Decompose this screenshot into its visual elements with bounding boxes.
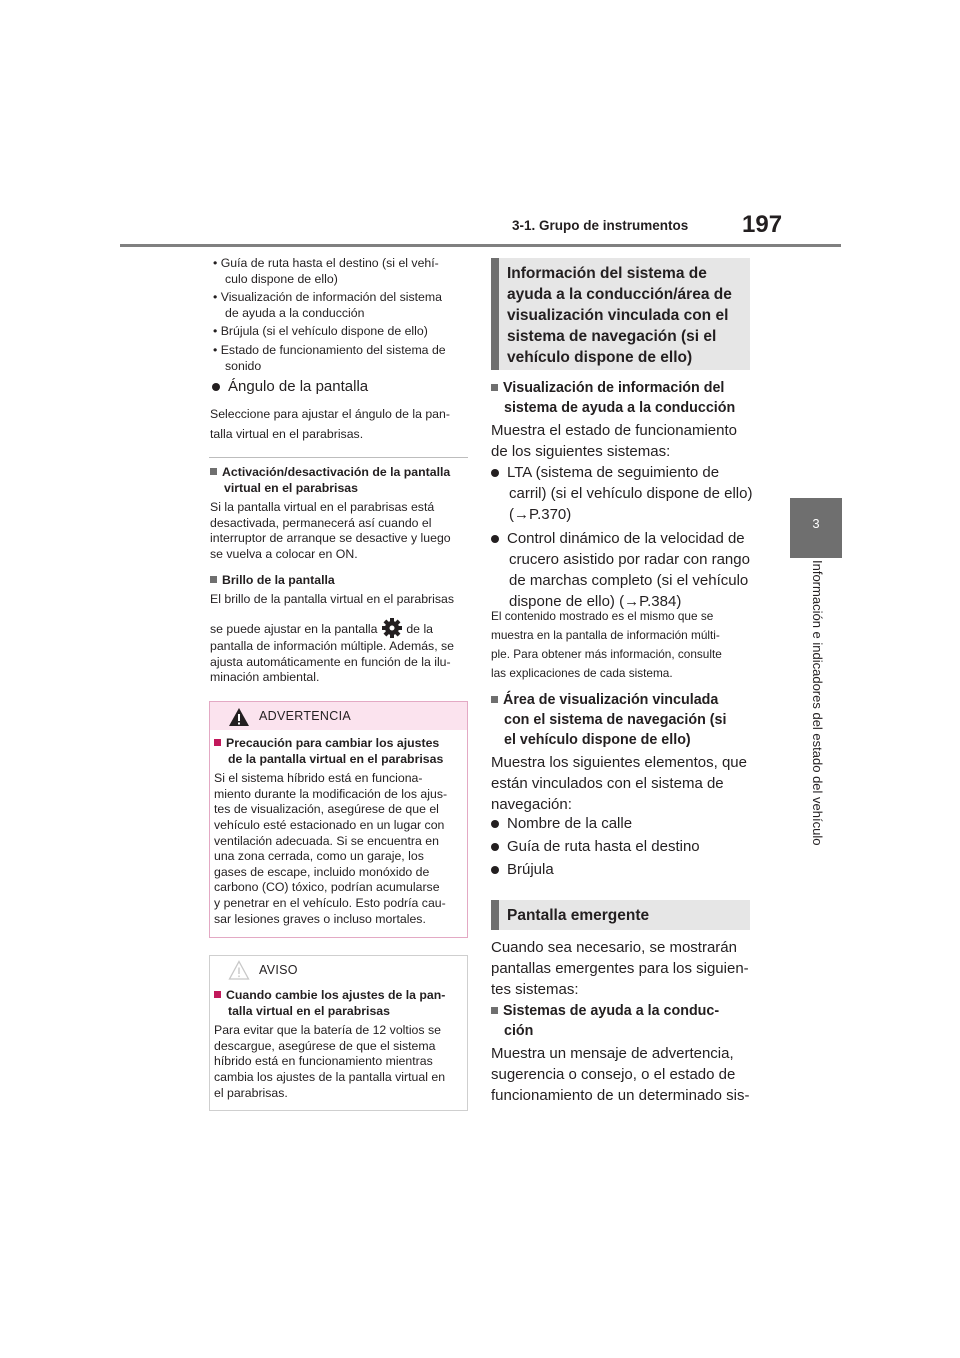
gear-icon: [381, 617, 403, 639]
bullet-dot-icon: [491, 820, 499, 828]
list-item: • Brújula (si el vehículo dispone de ello): [213, 324, 428, 339]
navigation-area-text: Muestra los siguientes elementos, que están vinculados con el sistema de navegación:: [491, 754, 747, 813]
list-item: Guía de ruta hasta el destino: [491, 836, 753, 857]
angle-heading: Ángulo de la pantalla: [212, 378, 368, 395]
notice-content: Cuando cambie los ajustes de la pan- talla virtual en el parabrisas Para evitar que la batería de 12 voltios se descargue, asegúrese de que el sistema híbrido está en funcionamiento mientras cambia los ajustes de la pantalla virtual en el parabrisas.: [214, 988, 446, 1100]
list-item: • Visualización de información del sistema de ayuda a la conducción: [213, 290, 442, 320]
assist-info-note: El contenido mostrado es el mismo que se muestra en la pantalla de información múlti- ple. Para obtener más información, consulte las explicaciones de cada sistema.: [491, 609, 722, 680]
angle-text: Seleccione para ajustar el ángulo de la pan- talla virtual en el parabrisas.: [210, 407, 450, 441]
bullet-dot-icon: [491, 535, 499, 543]
square-bullet-icon: [491, 384, 498, 391]
sub-heading-navigation-area: Área de visualización vinculada con el sistema de navegación (si el vehículo dispone de ello): [491, 690, 753, 750]
warning-title: ADVERTENCIA: [259, 709, 351, 723]
brightness-section: Brillo de la pantalla El brillo de la pantalla virtual en el parabrisas se puede ajustar en la pantalla de la pantalla de información múltiple. Además, se ajusta automáticamente en función de la ilu- minación ambiental.: [210, 573, 455, 685]
square-bullet-icon: [214, 739, 221, 746]
caution-triangle-icon: [228, 960, 250, 980]
sub-heading-assist-info: Visualización de información del sistema de ayuda a la conducción: [491, 378, 753, 418]
assist-systems-list: LTA (sistema de seguimiento de carril) (si el vehículo dispone de ello) (→P.370) Control dinámico de la velocidad de crucero asistido por radar con rango de marchas completo (si el vehículo dispone de ello) (→P.384): [491, 462, 753, 612]
assist-systems-text: Muestra un mensaje de advertencia, sugerencia o consejo, o el estado de funcionamiento de un determinado sis-: [491, 1045, 750, 1104]
warning-content: Precaución para cambiar los ajustes de la pantalla virtual en el parabrisas Si el sistema híbrido está en funciona- miento durante la modificación de los ajus- tes de visualización, asegúrese de que el vehículo esté estacionado en un lugar con ventilación adecuada. Si se encuentra en una zona cerrada, como un garaje, los gases de escape, incluido monóxido de carbono (CO) tóxico, podrían acumularse y penetrar en el vehículo. Esto podría cau- sar lesiones graves o incluso mortales.: [214, 736, 448, 926]
square-bullet-icon: [214, 991, 221, 998]
warning-triangle-icon: [228, 707, 250, 727]
warning-box: [209, 701, 468, 938]
feature-list: [213, 256, 471, 374]
notice-title: AVISO: [259, 963, 298, 977]
list-item: Brújula: [491, 859, 753, 880]
list-item: • Estado de funcionamiento del sistema de sonido: [213, 342, 446, 373]
list-item: Nombre de la calle: [491, 813, 753, 834]
section-heading-popup: Pantalla emergente: [491, 900, 750, 930]
bullet-dot-icon: [491, 866, 499, 874]
bullet-dot-icon: [491, 843, 499, 851]
bullet-dot-icon: [491, 469, 499, 477]
divider: [209, 457, 468, 458]
section-title: 3-1. Grupo de instrumentos: [512, 218, 689, 233]
list-item: Control dinámico de la velocidad de: [491, 528, 753, 549]
header-rule: [120, 244, 841, 247]
assist-info-text: Muestra el estado de funcionamiento de los siguientes sistemas:: [491, 422, 737, 460]
page-number: 197: [742, 211, 783, 238]
sub-heading-assist-systems: Sistemas de ayuda a la conduc- ción: [491, 1001, 753, 1041]
square-bullet-icon: [210, 468, 217, 475]
activation-section: Activación/desactivación de la pantalla virtual en el parabrisas Si la pantalla virtual en el parabrisas está desactivada, permanecerá así cuando el interruptor de arranque se desactive y luego se vuelva a colocar en ON.: [210, 465, 451, 561]
section-heading-driving-assist: Información del sistema de ayuda a la conducción/área de visualización vinculada con el sistema de navegación (si el vehículo dispone de ello): [491, 258, 750, 370]
navigation-items-list: [491, 813, 753, 880]
popup-text: Cuando sea necesario, se mostrarán pantallas emergentes para los siguien- tes sistemas:: [491, 939, 749, 998]
notice-box: [209, 955, 468, 1111]
square-bullet-icon: [491, 696, 498, 703]
list-item: LTA (sistema de seguimiento de: [491, 462, 753, 483]
chapter-title: Información e indicadores del estado del vehículo: [810, 560, 825, 846]
square-bullet-icon: [210, 576, 217, 583]
list-item: • Guía de ruta hasta el destino (si el vehí- culo dispone de ello): [213, 256, 439, 286]
chapter-number: 3: [812, 516, 820, 531]
square-bullet-icon: [491, 1007, 498, 1014]
bullet-dot-icon: [212, 383, 220, 391]
